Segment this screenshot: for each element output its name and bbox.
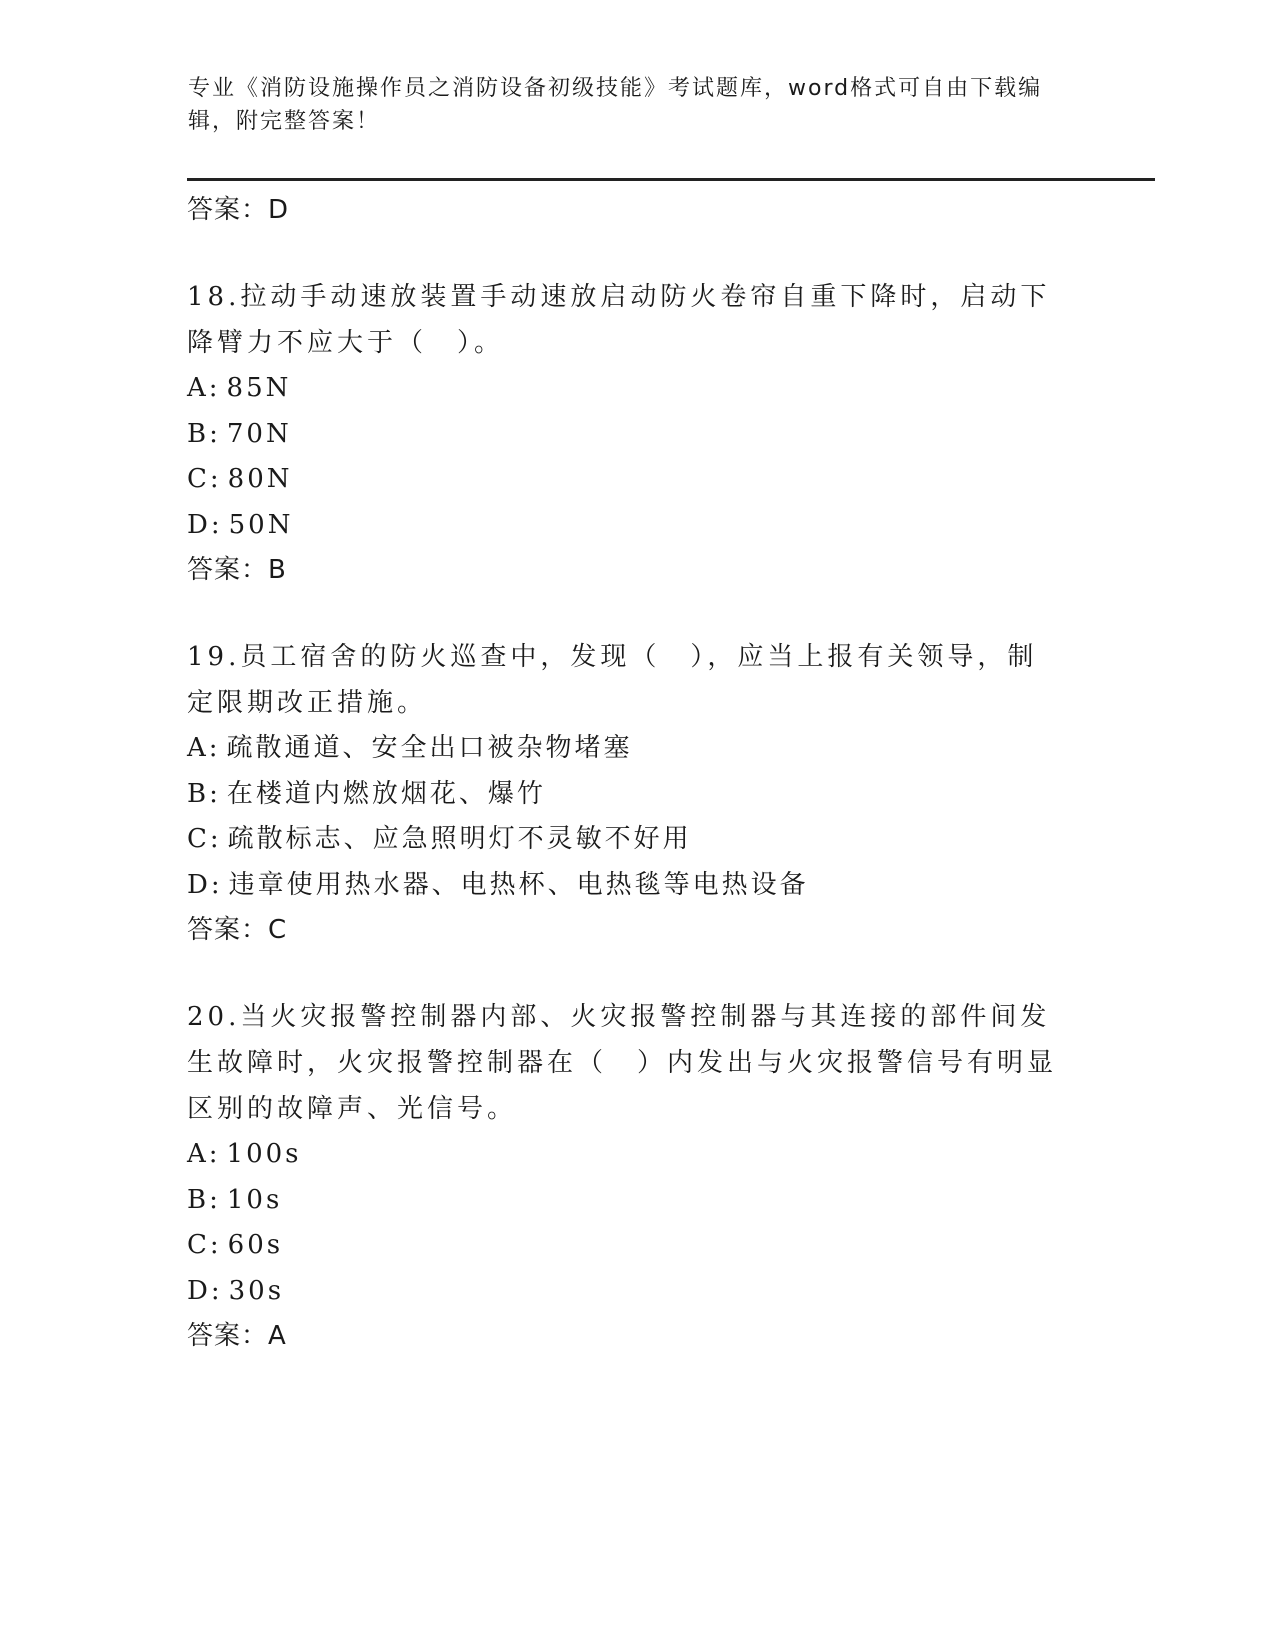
option-letter: D:: [187, 869, 223, 900]
header-divider: [187, 178, 1155, 181]
question-stem: 19.员工宿舍的防火巡查中，发现（ ），应当上报有关领导，制定限期改正措施。: [187, 642, 1038, 718]
option-text: 违章使用热水器、电热杯、电热毯等电热设备: [228, 869, 809, 900]
option-text: 10s: [226, 1184, 283, 1215]
option-letter: B:: [187, 778, 221, 809]
option-b: [187, 412, 1087, 458]
option-d: [187, 503, 1087, 549]
option-letter: A:: [187, 373, 221, 403]
previous-answer: 答案：D: [187, 195, 290, 225]
option-text: 疏散标志、应急照明灯不灵敏不好用: [227, 824, 692, 854]
option-text: 85N: [226, 373, 292, 403]
option-letter: C:: [187, 824, 222, 854]
option-letter: C:: [187, 1230, 222, 1260]
option-c: [187, 817, 1087, 863]
option-letter: D:: [187, 509, 223, 540]
option-text: 80N: [227, 464, 293, 494]
option-letter: C:: [187, 464, 222, 494]
option-a: [187, 726, 1087, 772]
option-text: 疏散通道、安全出口被杂物堵塞: [226, 733, 633, 763]
option-c: [187, 1223, 1087, 1269]
option-b: [187, 772, 1087, 818]
question-block: [187, 994, 1087, 1358]
option-text: 50N: [228, 509, 294, 540]
question-answer: 答案：C: [187, 915, 288, 945]
option-a: [187, 366, 1087, 412]
option-text: 30s: [228, 1275, 285, 1306]
option-c: [187, 457, 1087, 503]
option-text: 70N: [226, 418, 292, 449]
option-d: [187, 1269, 1087, 1315]
option-a: [187, 1132, 1087, 1178]
option-letter: B:: [187, 1184, 221, 1215]
option-d: [187, 863, 1087, 909]
option-letter: B:: [187, 418, 221, 449]
option-text: 100s: [226, 1139, 302, 1169]
option-letter: A:: [187, 733, 221, 763]
option-b: [187, 1178, 1087, 1224]
question-stem: 20.当火灾报警控制器内部、火灾报警控制器与其连接的部件间发生故障时，火灾报警控制器在（ ）内发出与火灾报警信号有明显区别的故障声、光信号。: [187, 1002, 1058, 1124]
question-answer: 答案：A: [187, 1321, 287, 1351]
option-text: 在楼道内燃放烟花、爆竹: [226, 778, 546, 809]
question-answer: 答案：B: [187, 555, 287, 585]
question-block: [187, 634, 1087, 952]
document-header: 专业《消防设施操作员之消防设备初级技能》考试题库，word格式可自由下载编辑，附完整答案！: [188, 76, 1043, 134]
document-body: [187, 188, 1087, 1358]
option-letter: A:: [187, 1139, 221, 1169]
option-letter: D:: [187, 1275, 223, 1306]
question-stem: 18.拉动手动速放装置手动速放启动防火卷帘自重下降时，启动下降臂力不应大于（ ）。: [187, 282, 1051, 358]
option-text: 60s: [227, 1230, 284, 1260]
question-block: [187, 274, 1087, 592]
